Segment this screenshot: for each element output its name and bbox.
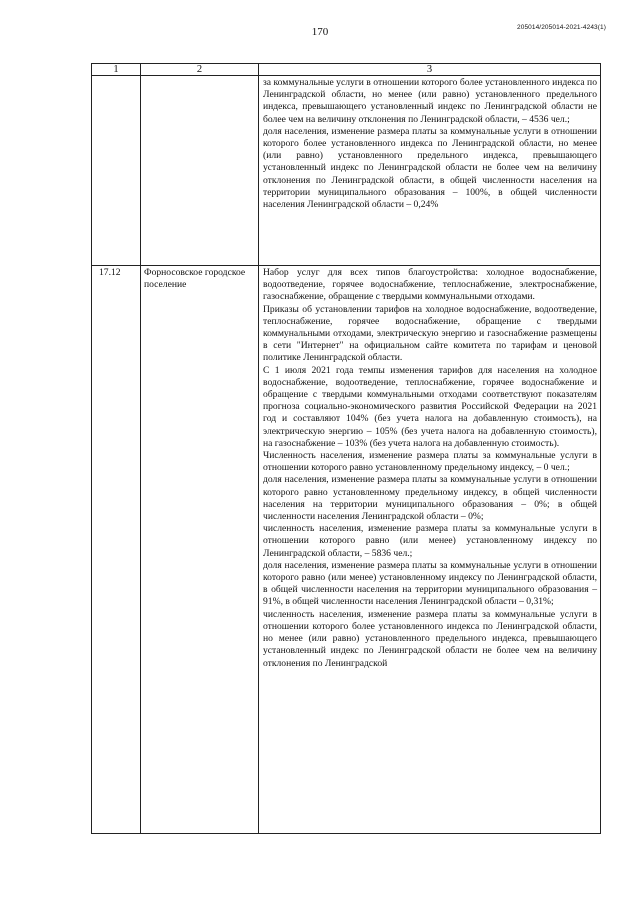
row-number: 17.12	[99, 267, 121, 278]
column-header-1: 1	[92, 64, 141, 76]
table-row-17-12	[92, 266, 601, 834]
row-name-cell	[141, 76, 259, 266]
paragraph: за коммунальные услуги в отношении которого более установленного индекса по Ленинградской области, но менее (или равно) установленного предельного индекса, превышающего установленный индекс по Ленинградской области не более чем на величину отклонения по Ленинградской области, – 4536 чел.;	[263, 77, 597, 125]
column-header-3: 3	[259, 64, 601, 76]
paragraph: Приказы об установлении тарифов на холодное водоснабжение, водоотведение, теплоснабжение, горячее водоснабжение, обращение с твердыми коммунальными отходами, электрическую энергию и газоснабжение размещены в сети "Интернет" на официальном сайте комитета по тарифам и ценовой политике Ленинградской области.	[263, 303, 597, 364]
paragraph: численность населения, изменение размера платы за коммунальные услуги в отношении которого более установленного индекса по Ленинградской области, но менее (или равно) установленного предельного индекса, превышающего установленный индекс по Ленинградской области не более чем на величину отклонения по Ленинградской	[263, 608, 597, 669]
row-number-cell	[92, 76, 141, 266]
row-description-cell	[259, 266, 601, 834]
table-header-row	[92, 64, 601, 76]
paragraph: доля населения, изменение размера платы за коммунальные услуги в отношении которого равно установленному предельному индексу, в общей численности населения на территории муниципального образования – 0%; в общей численности населения Ленинградской области – 0%;	[263, 474, 597, 523]
municipality-name: Форносовское городское поселение	[144, 267, 246, 291]
paragraph: доля населения, изменение размера платы за коммунальные услуги в отношении которого более установленного индекса по Ленинградской области, но менее (или равно) установленного предельного индекса, превышающего установленный индекс по Ленинградской области не более чем на величину отклонения по Ленинградской области, в общей численности населения на территории муниципального образования – 100%, в общей численности населения Ленинградской области – 0,24%	[263, 125, 597, 211]
paragraph: численность населения, изменение размера платы за коммунальные услуги в отношении которого равно (или менее) установленному индексу по Ленинградской области, – 5836 чел.;	[263, 523, 597, 559]
paragraph: Численность населения, изменение размера платы за коммунальные услуги в отношении которого равно установленному предельному индексу, – 0 чел.;	[263, 450, 597, 474]
page-number: 170	[311, 26, 329, 38]
paragraph: доля населения, изменение размера платы за коммунальные услуги в отношении которого равно (или менее) установленному индексу по Ленинградской области, в общей численности населения на территории муниципального образования – 91%, в общей численности населения Ленинградской области – 0,31%;	[263, 559, 597, 608]
row-number-cell	[92, 266, 141, 834]
row-description-cell	[259, 76, 601, 266]
paragraph: С 1 июля 2021 года темпы изменения тарифов для населения на холодное водоснабжение, водоотведение, теплоснабжение, горячее водоснабжение и обращение с твердыми коммунальными отходами соответствуют показателям прогноза социально-экономического развития Российской Федерации на 2021 год и составляют 104% (без учета налога на добавленную стоимость), на электрическую энергию – 105% (без учета налога на добавленную стоимость), на газоснабжение – 103% (без учета налога на добавленную стоимость).	[263, 364, 597, 449]
table-row-continuation	[92, 76, 601, 266]
column-header-2: 2	[141, 64, 259, 76]
row-name-cell	[141, 266, 259, 834]
document-id: 205014/205014-2021-4243(1)	[517, 24, 606, 31]
paragraph: Набор услуг для всех типов благоустройства: холодное водоснабжение, водоотведение, горячее водоснабжение, теплоснабжение, электроснабжение, газоснабжение, обращение с твердыми коммунальными отходами.	[263, 267, 597, 303]
data-table	[91, 63, 601, 834]
